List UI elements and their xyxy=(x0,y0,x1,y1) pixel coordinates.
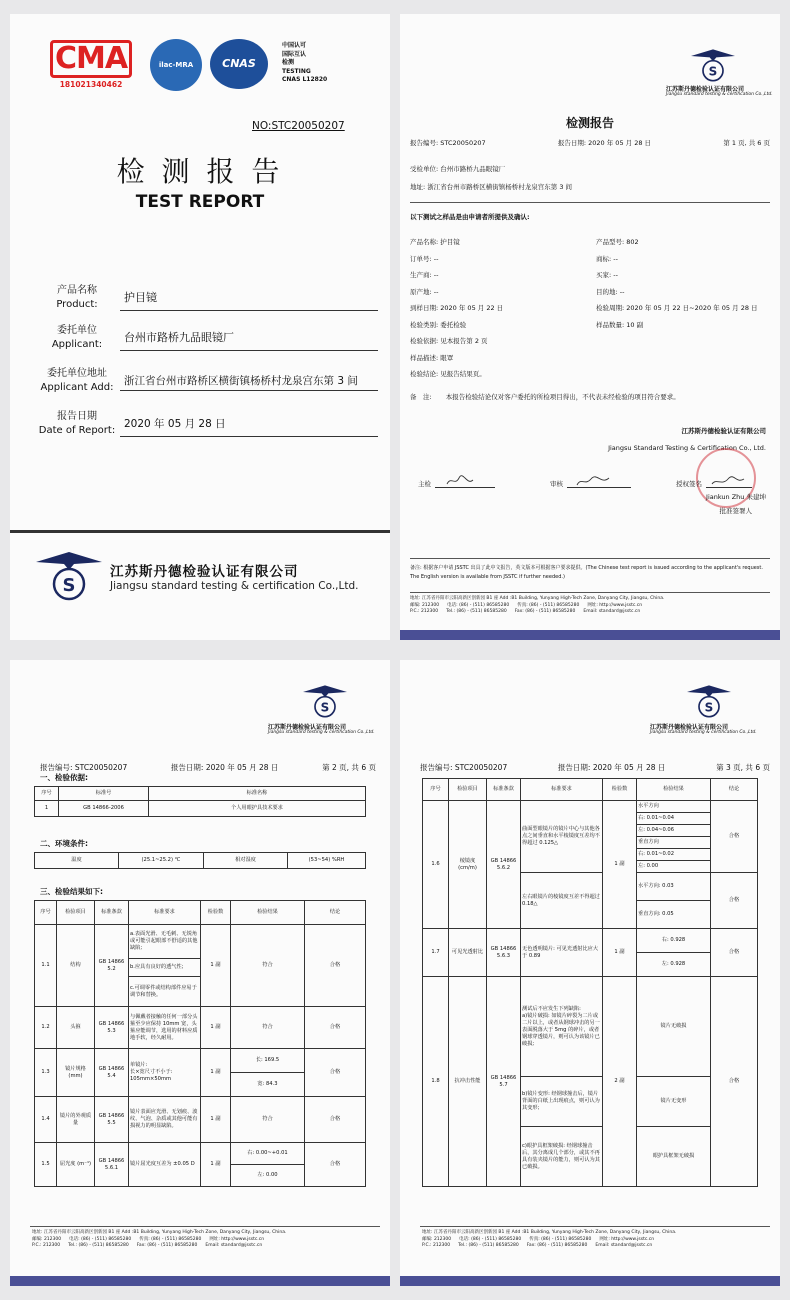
header-company-cn: 江苏斯丹德检验认证有限公司 xyxy=(268,724,347,731)
table-cell: 符合 xyxy=(231,925,305,1007)
divider xyxy=(420,1226,770,1227)
table-cell: GB 14866 5.4 xyxy=(95,1049,129,1097)
header-company-en: Jiangsu standard testing & certification Co.,Ltd. xyxy=(268,730,375,735)
footer-item: 邮编: 212300 xyxy=(410,602,440,608)
remark-label: 备 注: xyxy=(410,393,432,401)
table-header-row xyxy=(423,779,758,801)
footer-item: P.C.: 212300 xyxy=(422,1243,451,1248)
footer-item: 电话: (86) - (511) 86585280 xyxy=(447,602,510,608)
table-cell: 抗冲击性能 xyxy=(449,977,487,1187)
company-name-cn: 江苏斯丹德检验认证有限公司 xyxy=(110,564,299,580)
table-cell: 合格 xyxy=(711,801,758,873)
info-line: 检验依据: 见本报告第 2 页 xyxy=(410,337,488,345)
table-cell: 1.5 xyxy=(35,1143,57,1187)
report-page-2 xyxy=(10,660,390,1286)
table-cell: 屈光度 (m⁻¹) xyxy=(57,1143,95,1187)
company-emblem-icon xyxy=(688,44,738,84)
footer-item: 电话: (86) - (511) 86585280 xyxy=(69,1236,132,1242)
table-cell: 曲面型眼镜片的镜片中心与其他各点之间垂直和水平棱镜度互差均不得超过 0.125△ xyxy=(521,801,603,873)
label-en: Product: xyxy=(56,299,98,310)
table-cell: 镜片的外观质量 xyxy=(57,1097,95,1143)
table-cell: 1 xyxy=(35,801,59,817)
table-cell: 与佩戴者接触的任何一部分头箍至少应保持 10mm 宽，头箍应能调节，选用的材料应质地手软，经久耐用。 xyxy=(129,1007,201,1049)
table-cell: 镜片无破损 xyxy=(637,977,711,1077)
company-emblem-icon xyxy=(684,680,734,720)
table-cell: 合格 xyxy=(305,1097,366,1143)
cnas-line: CNAS L12820 xyxy=(282,76,328,83)
company-emblem-icon xyxy=(34,544,104,604)
sample-note-heading: 以下测试之样品是由申请者所提供及确认: xyxy=(410,213,530,221)
table-cell: 可见光透射比 xyxy=(449,929,487,977)
footer-bar xyxy=(400,1276,780,1286)
table-cell: 左: 0.04~0.06 xyxy=(637,825,711,837)
language-footnote: 备注: 根据客户申请 JSSTC 出具了此中文报告，英文版本可根据客户要求提供。(The Chinese test report is issued according to the applicant's request. The English version is available from JSSTC if further needed.) xyxy=(410,565,763,580)
table-header: 结论 xyxy=(711,779,758,801)
table-row xyxy=(35,1097,366,1143)
table-cell: 棱镜度 (cm/m) xyxy=(449,801,487,929)
cover-info-block xyxy=(34,278,378,444)
report-date: 报告日期: 2020 年 05 月 28 日 xyxy=(170,763,279,772)
footer-item: Fax: (86) - (511) 86585280 xyxy=(514,609,576,614)
company-name-en: Jiangsu standard testing & certification Co.,Ltd. xyxy=(110,580,359,592)
table-cell: 1 副 xyxy=(201,1007,231,1049)
table-cell: 合格 xyxy=(305,1049,366,1097)
table-row xyxy=(423,929,758,953)
table-cell: 镜片无变形 xyxy=(637,1077,711,1127)
info-line: 检验结论: 见报告结果页。 xyxy=(410,370,486,378)
footer-item: P.C.: 212300 xyxy=(32,1243,61,1248)
issuer-company-cn: 江苏斯丹德检验认证有限公司 xyxy=(681,427,766,435)
footer-item: 邮编: 212300 xyxy=(32,1236,62,1242)
footer-item: Email: standard@jsstc.cn xyxy=(595,1243,653,1248)
table-cell: 镜片表面应光滑、无划痕、波纹、气泡、杂质或其他可能有损视力的明显缺陷。 xyxy=(129,1097,201,1143)
results-table xyxy=(34,900,366,1187)
table-header: 结论 xyxy=(305,901,366,925)
svg-text:S: S xyxy=(704,700,714,715)
table-cell: 1 副 xyxy=(603,929,637,977)
table-cell: (53~54) %RH xyxy=(288,853,366,869)
table-cell: b)镜片变形: 经钢球撞击后，镜片背面的白纸上出现痕点，则可认为其变形; xyxy=(521,1077,603,1127)
page-title: 检测报告 xyxy=(565,116,614,130)
page-footer xyxy=(32,1230,380,1250)
table-header-row xyxy=(35,901,366,925)
table-cell: 1 副 xyxy=(201,1097,231,1143)
table-cell: 左: 0.00 xyxy=(231,1165,305,1187)
table-header-row xyxy=(35,787,366,801)
report-page-3 xyxy=(400,660,780,1286)
info-row-date xyxy=(34,404,378,444)
table-header: 检验数 xyxy=(201,901,231,925)
footer-item: Tel.: (86) - (511) 86585280 xyxy=(458,1243,519,1248)
page-number: 第 2 页, 共 6 页 xyxy=(322,763,376,772)
table-header: 标准条款 xyxy=(487,779,521,801)
table-row xyxy=(423,977,758,1077)
table-cell: 1 副 xyxy=(603,801,637,929)
divider xyxy=(410,592,770,593)
sample-info-left xyxy=(410,234,503,383)
table-cell: 合格 xyxy=(711,873,758,929)
authorized-name: Jiankun Zhu 朱建坤 xyxy=(706,493,766,501)
footer-line: 地址: 江苏省丹阳市云阳高新区创新园 B1 座 Add :B1 Building, Yunyang High-Tech Zone, Danyang City, Jiangsu, China. xyxy=(422,1230,677,1235)
table-header: 标准要求 xyxy=(521,779,603,801)
table-cell: 左: 0.00 xyxy=(637,861,711,873)
table-row xyxy=(35,801,366,817)
table-row xyxy=(423,801,758,813)
page-footer xyxy=(422,1230,770,1250)
info-row-applicant xyxy=(34,318,378,358)
table-header: 标准名称 xyxy=(149,787,366,801)
info-line: 样品数量: 10 副 xyxy=(596,320,644,329)
page-number: 第 3 页, 共 6 页 xyxy=(716,763,770,772)
footer-item: Email: standard@jsstc.cn xyxy=(205,1243,263,1248)
cma-number: 181021340462 xyxy=(59,80,123,89)
title-cn: 检 测 报 告 xyxy=(116,155,284,188)
table-cell: 1.8 xyxy=(423,977,449,1187)
table-cell: 1.7 xyxy=(423,929,449,977)
table-cell: c)眼护具框架破损: 经钢球撞击后，其分离成几个部分，或其不再具有装夹镜片的能力，则可认为其已破损。 xyxy=(521,1127,603,1187)
ilac-mra-logo: ilac-MRA xyxy=(150,39,202,91)
table-cell: 1 副 xyxy=(201,925,231,1007)
table-cell: 1.3 xyxy=(35,1049,57,1097)
info-line: 检验周期: 2020 年 05 月 22 日~2020 年 05 月 28 日 xyxy=(596,304,758,312)
table-cell: 右: 0.928 xyxy=(637,929,711,953)
header-company-en: Jiangsu standard testing & certification Co.,Ltd. xyxy=(650,730,757,735)
table-cell: GB 14866-2006 xyxy=(59,801,149,817)
sample-info-right xyxy=(596,234,758,333)
table-cell: 左右眼镜片的棱镜度互差不得超过 0.18△ xyxy=(521,873,603,929)
table-cell: 合格 xyxy=(305,1143,366,1187)
cnas-line: 中国认可 xyxy=(282,42,307,49)
remark-text: 本报告检验结论仅对客户委托的所检项目得出，不代表未经检验的项目符合要求。 xyxy=(445,393,680,401)
report-number: 报告编号: STC20050207 xyxy=(420,763,508,772)
label-en: Applicant: xyxy=(51,339,103,350)
table-cell: 测试后不应发生下列缺陷: a)镜片破损: 如镜片碎裂为二片或二片以上，或者从钢球冲击的另一表面脱落大于 5mg 的碎片，或者钢球穿透镜片，则可认为该镜片已破损; xyxy=(521,977,603,1077)
table-row xyxy=(35,853,366,869)
report-meta xyxy=(420,762,770,773)
svg-text:S: S xyxy=(320,700,330,715)
info-line: 订单号: -- xyxy=(410,254,439,263)
divider xyxy=(410,202,770,203)
table-cell: GB 14866 5.7 xyxy=(487,977,521,1187)
table-header: 标准号 xyxy=(59,787,149,801)
header-company-cn: 江苏斯丹德检验认证有限公司 xyxy=(650,724,729,731)
footer-item: Tel.: (86) - (511) 86585280 xyxy=(68,1243,129,1248)
table-header: 序号 xyxy=(423,779,449,801)
table-cell: 合格 xyxy=(711,977,758,1187)
table-cell: 合格 xyxy=(305,1007,366,1049)
value: 护目镜 xyxy=(120,285,378,311)
table-cell: 合格 xyxy=(711,929,758,977)
table-cell: (25.1~25.2) ℃ xyxy=(119,853,204,869)
table-cell: 无色透明镜片: 可见光透射比应大于 0.89 xyxy=(521,929,603,977)
page-number: 第 1 页, 共 6 页 xyxy=(723,139,770,147)
info-line: 原产地: -- xyxy=(410,287,439,296)
company-emblem-icon xyxy=(300,680,350,720)
table-cell: 1.1 xyxy=(35,925,57,1007)
report-number: 报告编号: STC20050207 xyxy=(40,763,128,772)
signature-main xyxy=(418,474,495,488)
signature-review xyxy=(550,474,631,488)
table-header: 标准要求 xyxy=(129,901,201,925)
sig-label: 审核 xyxy=(550,480,563,488)
footer-item: 传真: (86) - (511) 86585280 xyxy=(529,1236,592,1242)
report-date: 报告日期: 2020 年 05 月 28 日 xyxy=(557,139,652,147)
footer-item: Tel.: (86) - (511) 86585280 xyxy=(446,609,507,614)
table-row xyxy=(35,1049,366,1073)
table-row xyxy=(35,1007,366,1049)
report-page-1 xyxy=(400,14,780,640)
table-cell: 2 副 xyxy=(603,977,637,1187)
info-line: 生产商: -- xyxy=(410,271,439,279)
table-cell: 1 副 xyxy=(201,1049,231,1097)
footer-item: 传真: (86) - (511) 86585280 xyxy=(517,602,580,608)
footer-bar xyxy=(400,630,780,640)
value: 浙江省台州市路桥区横街镇杨桥村龙泉宫东第 3 间 xyxy=(120,372,378,391)
section-basis: 一、检验依据: xyxy=(40,773,88,782)
footer-line: 地址: 江苏省丹阳市云阳高新区创新园 B1 座 Add :B1 Building, Yunyang High-Tech Zone, Danyang City, Jiangsu, China. xyxy=(32,1230,287,1235)
report-number: 报告编号: STC20050207 xyxy=(410,139,486,147)
info-line: 买家: -- xyxy=(596,271,618,279)
inspected-address: 地址: 浙江省台州市路桥区横街镇杨桥村龙泉宫东第 3 间 xyxy=(410,183,573,191)
table-header: 检验结果 xyxy=(231,901,305,925)
table-cell: 1.4 xyxy=(35,1097,57,1143)
footer-item: Fax: (86) - (511) 86585280 xyxy=(136,1243,198,1248)
footer-item: Fax: (86) - (511) 86585280 xyxy=(526,1243,588,1248)
table-cell: 垂直方向: 0.05 xyxy=(637,901,711,929)
table-cell: 水平方向 xyxy=(637,801,711,813)
report-meta xyxy=(410,138,770,147)
table-cell: 宽: 84.3 xyxy=(231,1073,305,1097)
table-cell: b.应具有良好的透气性; xyxy=(129,959,201,977)
label-cn: 委托单位 xyxy=(57,325,97,336)
authorized-title: 批准签署人 xyxy=(719,507,752,515)
table-cell: 镜片规格 (mm) xyxy=(57,1049,95,1097)
svg-text:S: S xyxy=(62,575,76,596)
standards-table xyxy=(34,786,366,817)
table-cell: 单镜片: 长×宽尺寸不小于: 105mm×50mm xyxy=(129,1049,201,1097)
table-cell: 眼护具框架无破损 xyxy=(637,1127,711,1187)
remark xyxy=(410,392,680,401)
table-cell: GB 14866 5.5 xyxy=(95,1097,129,1143)
footer-item: P.C.: 212300 xyxy=(410,609,439,614)
report-meta xyxy=(40,762,376,773)
cma-logo xyxy=(50,40,132,92)
value: 2020 年 05 月 28 日 xyxy=(120,411,378,437)
info-line: 商标: -- xyxy=(596,254,618,263)
footer-item: 传真: (86) - (511) 86585280 xyxy=(139,1236,202,1242)
table-cell: 头箍 xyxy=(57,1007,95,1049)
footer-bar xyxy=(10,1276,390,1286)
table-cell: 右: 0.00~+0.01 xyxy=(231,1143,305,1165)
info-line: 检验类别: 委托检验 xyxy=(410,320,467,329)
report-cover-page xyxy=(10,14,390,640)
label-cn: 委托单位地址 xyxy=(47,368,107,379)
table-header: 标准条款 xyxy=(95,901,129,925)
handwritten-signature xyxy=(706,474,752,488)
table-cell: 镜片屈光度互差为 ±0.05 D xyxy=(129,1143,201,1187)
table-header: 检验数 xyxy=(603,779,637,801)
title-en: TEST REPORT xyxy=(135,192,265,212)
cnas-line: TESTING xyxy=(282,67,311,75)
table-cell: 相对湿度 xyxy=(204,853,288,869)
issuer-company-en: Jiangsu Standard Testing & Certification Co., Ltd. xyxy=(608,444,766,452)
table-cell: 右: 0.01~0.02 xyxy=(637,849,711,861)
page-footer xyxy=(410,596,770,616)
divider xyxy=(410,558,770,559)
section-results: 三、检验结果如下: xyxy=(40,887,103,896)
results-table-continued xyxy=(422,778,758,1187)
table-header: 序号 xyxy=(35,901,57,925)
divider xyxy=(10,530,390,533)
table-cell: GB 14866 5.6.3 xyxy=(487,929,521,977)
signature-authorized xyxy=(676,474,752,488)
footer-item: 邮编: 212300 xyxy=(422,1236,452,1242)
footer-item: 网址: http://www.jsstc.cn xyxy=(209,1236,265,1242)
table-cell: 右: 0.01~0.04 xyxy=(637,813,711,825)
table-cell: GB 14866 5.6.2 xyxy=(487,801,521,929)
table-row xyxy=(35,925,366,959)
handwritten-signature xyxy=(435,474,495,488)
cnas-line: 检测 xyxy=(282,59,295,66)
table-cell: 长: 169.5 xyxy=(231,1049,305,1073)
info-row-product xyxy=(34,278,378,318)
footer-line: 地址: 江苏省丹阳市云阳高新区创新园 B1 座 Add :B1 Building, Yunyang High-Tech Zone, Danyang City, Jiangsu, China. xyxy=(410,596,665,601)
table-header: 序号 xyxy=(35,787,59,801)
table-header: 检验项目 xyxy=(449,779,487,801)
table-cell: 1 副 xyxy=(201,1143,231,1187)
handwritten-signature xyxy=(567,474,631,488)
table-cell: 个人用眼护具技术要求 xyxy=(149,801,366,817)
table-header: 检验项目 xyxy=(57,901,95,925)
footer-item: 电话: (86) - (511) 86585280 xyxy=(459,1236,522,1242)
footer-item: 网址: http://www.jsstc.cn xyxy=(587,602,643,608)
environment-table xyxy=(34,852,366,869)
table-cell: a.表面光滑、无毛刺、无锐角或可能引起眼部不舒适的其他缺陷; xyxy=(129,925,201,959)
info-row-address xyxy=(34,358,378,404)
info-line: 目的地: -- xyxy=(596,287,625,296)
table-cell: 温度 xyxy=(35,853,119,869)
header-company-en: Jiangsu standard testing & certification Co.,Ltd. xyxy=(666,92,773,97)
info-line: 样品描述: 眼罩 xyxy=(410,353,454,362)
info-line: 到样日期: 2020 年 05 月 22 日 xyxy=(410,304,504,312)
section-environment: 二、环境条件: xyxy=(40,839,88,848)
svg-text:S: S xyxy=(708,64,718,79)
label-en: Applicant Add: xyxy=(40,382,114,393)
label-cn: 报告日期 xyxy=(57,411,97,422)
report-date: 报告日期: 2020 年 05 月 28 日 xyxy=(557,763,666,772)
label-en: Date of Report: xyxy=(38,425,116,436)
info-line: 产品名称: 护目镜 xyxy=(410,238,460,246)
sig-label: 授权签名 xyxy=(676,480,702,488)
footer-item: 网址: http://www.jsstc.cn xyxy=(599,1236,655,1242)
cma-text: CMA xyxy=(50,40,132,78)
table-cell: GB 14866 5.2 xyxy=(95,925,129,1007)
table-cell: 垂直方向 xyxy=(637,837,711,849)
table-row xyxy=(35,1143,366,1165)
table-cell: GB 14866 5.6.1 xyxy=(95,1143,129,1187)
table-cell: 1.6 xyxy=(423,801,449,929)
table-cell: GB 14866 5.3 xyxy=(95,1007,129,1049)
inspected-unit: 受检单位: 台州市路桥九品眼镜厂 xyxy=(410,165,506,173)
report-number: NO:STC20050207 xyxy=(252,120,345,132)
table-cell: 结构 xyxy=(57,925,95,1007)
table-cell: 符合 xyxy=(231,1007,305,1049)
value: 台州市路桥九品眼镜厂 xyxy=(120,325,378,351)
table-cell: 符合 xyxy=(231,1097,305,1143)
table-header: 检验结果 xyxy=(637,779,711,801)
table-cell: 水平方向: 0.03 xyxy=(637,873,711,901)
header-company-cn: 江苏斯丹德检验认证有限公司 xyxy=(666,86,745,93)
table-cell: 1.2 xyxy=(35,1007,57,1049)
table-cell: 合格 xyxy=(305,925,366,1007)
cnas-accreditation-text xyxy=(282,42,327,85)
label-cn: 产品名称 xyxy=(57,285,97,296)
cnas-logo: CNAS xyxy=(210,39,268,89)
cnas-line: 国际互认 xyxy=(282,50,307,58)
table-cell: 左: 0.928 xyxy=(637,953,711,977)
sig-label: 主检 xyxy=(418,480,431,488)
footer-item: Email: standard@jsstc.cn xyxy=(583,609,641,614)
table-cell: c.可调零件或结构部件应易于调节和替换。 xyxy=(129,977,201,1007)
divider xyxy=(30,1226,380,1227)
info-line: 产品型号: 802 xyxy=(596,238,639,246)
